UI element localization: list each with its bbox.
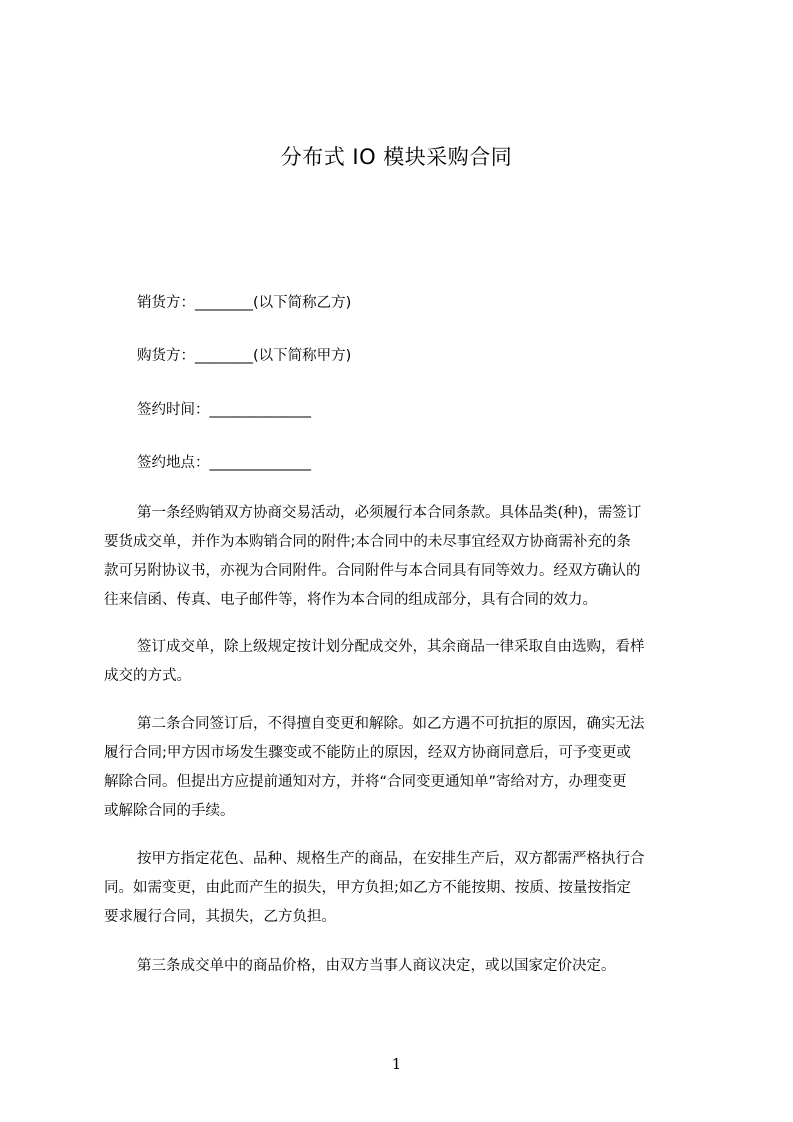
paragraph-line: 履行合同;甲方因市场发生骤变或不能防止的原因，经双方协商同意后，可予变更或 [104, 745, 631, 761]
clause-3-paragraph [104, 952, 700, 981]
paragraph-line: 要求履行合同，其损失，乙方负担。 [104, 909, 336, 925]
paragraph-line: 签订成交单，除上级规定按计划分配成交外，其余商品一律采取自由选购，看样 [137, 639, 645, 655]
paragraph-line: 第二条合同签订后，不得擅自变更和解除。如乙方遇不可抗拒的原因，确实无法 [137, 716, 645, 732]
paragraph-line: 解除合同。但提出方应提前通知对方，并将“合同变更通知单”寄给对方，办理变更 [104, 774, 627, 790]
paragraph-line: 成交的方式。 [104, 668, 191, 684]
clause-2-paragraph [104, 710, 700, 826]
paragraph-line: 或解除合同的手续。 [104, 803, 235, 819]
specified-production-paragraph [104, 845, 700, 932]
page-number: 1 [391, 1055, 402, 1073]
paragraph-line: 要货成交单，并作为本购销合同的附件;本合同中的未尽事宜经双方协商需补充的条 [104, 534, 631, 550]
paragraph-line: 第一条经购销双方协商交易活动，必须履行本合同条款。具体品类(种)，需签订 [137, 505, 642, 521]
paragraph-line: 第三条成交单中的商品价格，由双方当事人商议决定，或以国家定价决定。 [137, 958, 616, 974]
document-title: 分布式 IO 模块采购合同 [280, 145, 513, 169]
signing-place-field: 签约地点：______________ [137, 455, 311, 471]
paragraph-line: 按甲方指定花色、品种、规格生产的商品，在安排生产后，双方都需严格执行合 [137, 851, 645, 867]
paragraph-line: 款可另附协议书，亦视为合同附件。合同附件与本合同具有同等效力。经双方确认的 [104, 563, 641, 579]
transaction-method-paragraph [104, 633, 700, 691]
buyer-field: 购货方：________(以下简称甲方) [137, 348, 352, 364]
paragraph-line: 同。如需变更，由此而产生的损失，甲方负担;如乙方不能按期、按质、按量按指定 [104, 880, 631, 896]
paragraph-line: 往来信函、传真、电子邮件等，将作为本合同的组成部分，具有合同的效力。 [104, 592, 597, 608]
signing-time-field: 签约时间：______________ [137, 402, 311, 418]
seller-field: 销货方：________(以下简称乙方) [137, 295, 352, 311]
clause-1-paragraph [104, 499, 700, 615]
